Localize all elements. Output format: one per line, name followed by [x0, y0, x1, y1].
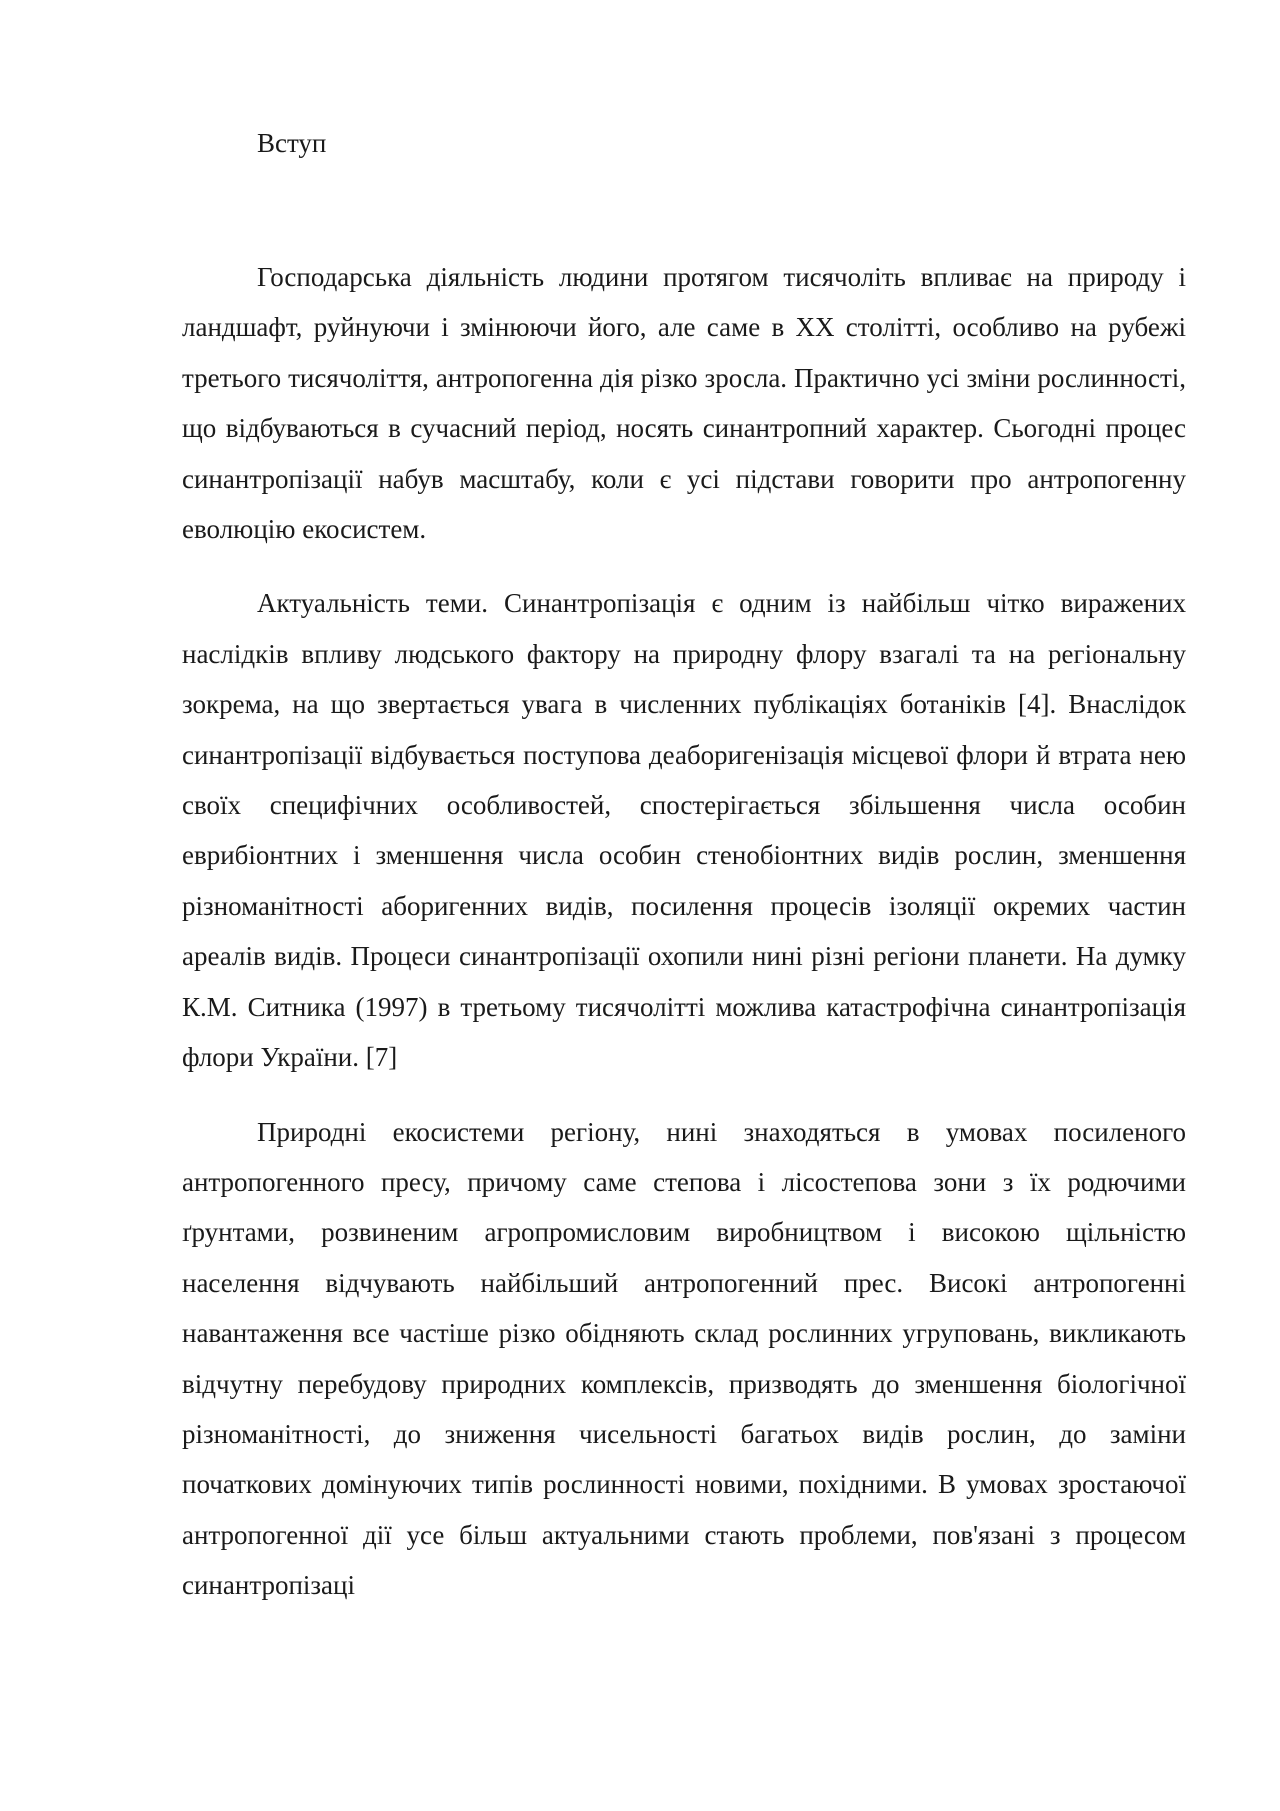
paragraph-ecosystems: Природні екосистеми регіону, нині знаходяться в умовах посиленого антропогенного пресу, причому саме степова і лісостепова зони з їх родючими ґрунтами, розвиненим агропромисловим виробництвом і високою щільністю населення відчувають найбільший антропогенний прес. Високі антропогенні навантаження все частіше різко обідняють склад рослинних угруповань, викликають відчутну перебудову природних комплексів, призводять до зменшення біологічної різноманітності, до зниження чисельності багатьох видів рослин, до заміни початкових домінуючих типів рослинності новими, похідними. В умовах зростаючої антропогенної дії усе більш актуальними стають проблеми, пов'язані з процесом синантропізаці — [182, 1116, 1186, 1601]
paragraph-relevance: Актуальність теми. Синантропізація є одним із найбільш чітко виражених наслідків впливу людського фактору на природну флору взагалі та на регіональну зокрема, на що звертається увага в численних публікаціях ботаніків [4]. Внаслідок синантропізації відбувається поступова деаборигенізація місцевої флори й втрата нею своїх специфічних особливостей, спостерігається збільшення числа особин еврибіонтних і зменшення числа особин стенобіонтних видів рослин, зменшення різноманітності аборигенних видів, посилення процесів ізоляції окремих частин ареалів видів. Процеси синантропізації охопили нині різні регіони планети. На думку К.М. Ситника (1997) в третьому тисячолітті можлива катастрофічна синантропізація флори України. [7] — [182, 588, 1186, 1073]
paragraph-intro: Господарська діяльність людини протягом тисячоліть впливає на природу і ландшафт, руйнуючи і змінюючи його, але саме в XX столітті, особливо на рубежі третього тисячоліття, антропогенна дія різко зросла. Практично усі зміни рослинності, що відбуваються в сучасний період, носять синантропний характер. Сьогодні процес синантропізації набув масштабу, коли є усі підстави говорити про антропогенну еволюцію екосистем. — [182, 262, 1186, 545]
section-heading: Вступ — [257, 128, 327, 158]
document-body — [182, 118, 1186, 1611]
